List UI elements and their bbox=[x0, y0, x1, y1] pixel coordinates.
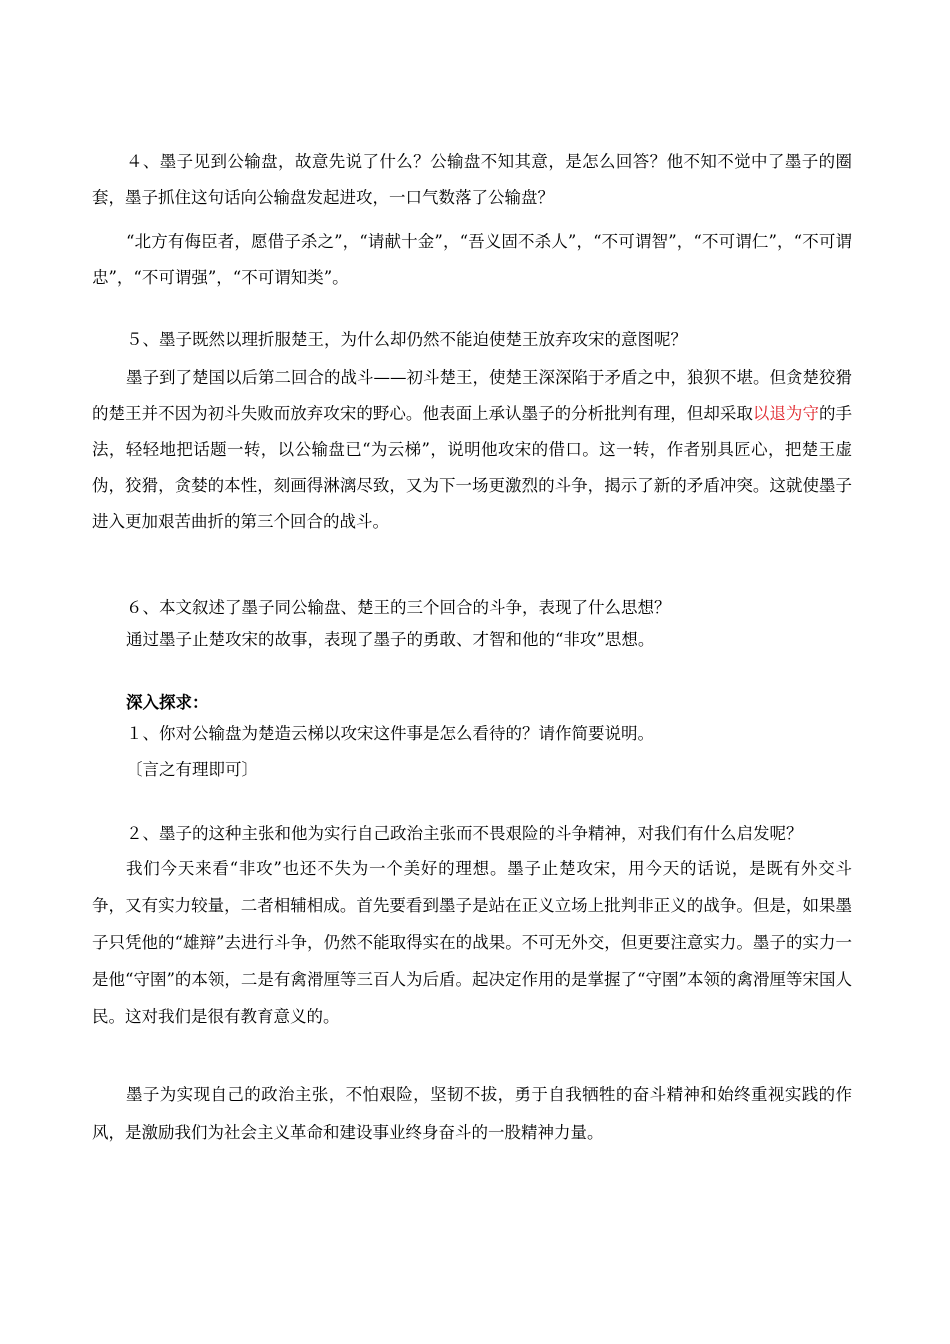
answer-5-text-2: 的手法，轻轻地把话题一转，以公输盘已“为云梯”，说明他攻宋的借口。这一转，作者别具匠心，把楚王虚伪，狡猾，贪婪的本性，刻画得淋漓尽致，又为下一场更激烈的斗争，揭示了新的矛盾冲突。这就使墨子进入更加艰苦曲折的第三个回合的战斗。 bbox=[92, 404, 853, 531]
answer-5-text-1: 墨子到了楚国以后第二回合的战斗——初斗楚王，使楚王深深陷于矛盾之中，狼狈不堪。但贪楚狡猾的楚王并不因为初斗失败而放弃攻宋的野心。他表面上承认墨子的分析批判有理，但却采取 bbox=[92, 368, 852, 423]
explore-heading: 深入探求： bbox=[126, 693, 209, 712]
answer-5 bbox=[92, 360, 852, 540]
answer-4: “北方有侮臣者，愿借子杀之”，“请献十金”，“吾义固不杀人”，“不可谓智”，“不可谓仁”，“不可谓忠”，“不可谓强”，“不可谓知类”。 bbox=[92, 232, 852, 287]
question-4: ４、墨子见到公输盘，故意先说了什么？公输盘不知其意，是怎么回答？他不知不觉中了墨子的圈套，墨子抓住这句话向公输盘发起进攻，一口气数落了公输盘？ bbox=[92, 152, 852, 207]
answer-6: 通过墨子止楚攻宋的故事，表现了墨子的勇敢、才智和他的“非攻”思想。 bbox=[126, 630, 655, 649]
explore-question-1: １、你对公输盘为楚造云梯以攻宋这件事是怎么看待的？请作简要说明。 bbox=[126, 724, 654, 743]
explore-answer-2: 我们今天来看“非攻”也还不失为一个美好的理想。墨子止楚攻宋，用今天的话说，是既有外交斗争，又有实力较量，二者相辅相成。首先要看到墨子是站在正义立场上批判非正义的战争。但是，如果墨子只凭他的“雄辩”去进行斗争，仍然不能取得实在的战果。不可无外交，但更要注意实力。墨子的实力一是他“守圉”的本领，二是有禽滑厘等三百人为后盾。起决定作用的是掌握了“守圉”本领的禽滑厘等宋国人民。这对我们是很有教育意义的。 bbox=[92, 859, 852, 1026]
answer-5-highlight: 以退为守 bbox=[752, 404, 819, 423]
question-6: ６、本文叙述了墨子同公输盘、楚王的三个回合的斗争，表现了什么思想？ bbox=[126, 598, 671, 617]
explore-question-2: ２、墨子的这种主张和他为实行自己政治主张而不畏艰险的斗争精神，对我们有什么启发呢？ bbox=[126, 824, 803, 843]
question-5: ５、墨子既然以理折服楚王，为什么却仍然不能迫使楚王放弃攻宋的意图呢？ bbox=[126, 330, 687, 349]
explore-answer-3: 墨子为实现自己的政治主张，不怕艰险，坚韧不拔，勇于自我牺牲的奋斗精神和始终重视实践的作风，是激励我们为社会主义革命和建设事业终身奋斗的一股精神力量。 bbox=[92, 1085, 852, 1142]
explore-answer-1: 〔言之有理即可〕 bbox=[126, 760, 258, 779]
